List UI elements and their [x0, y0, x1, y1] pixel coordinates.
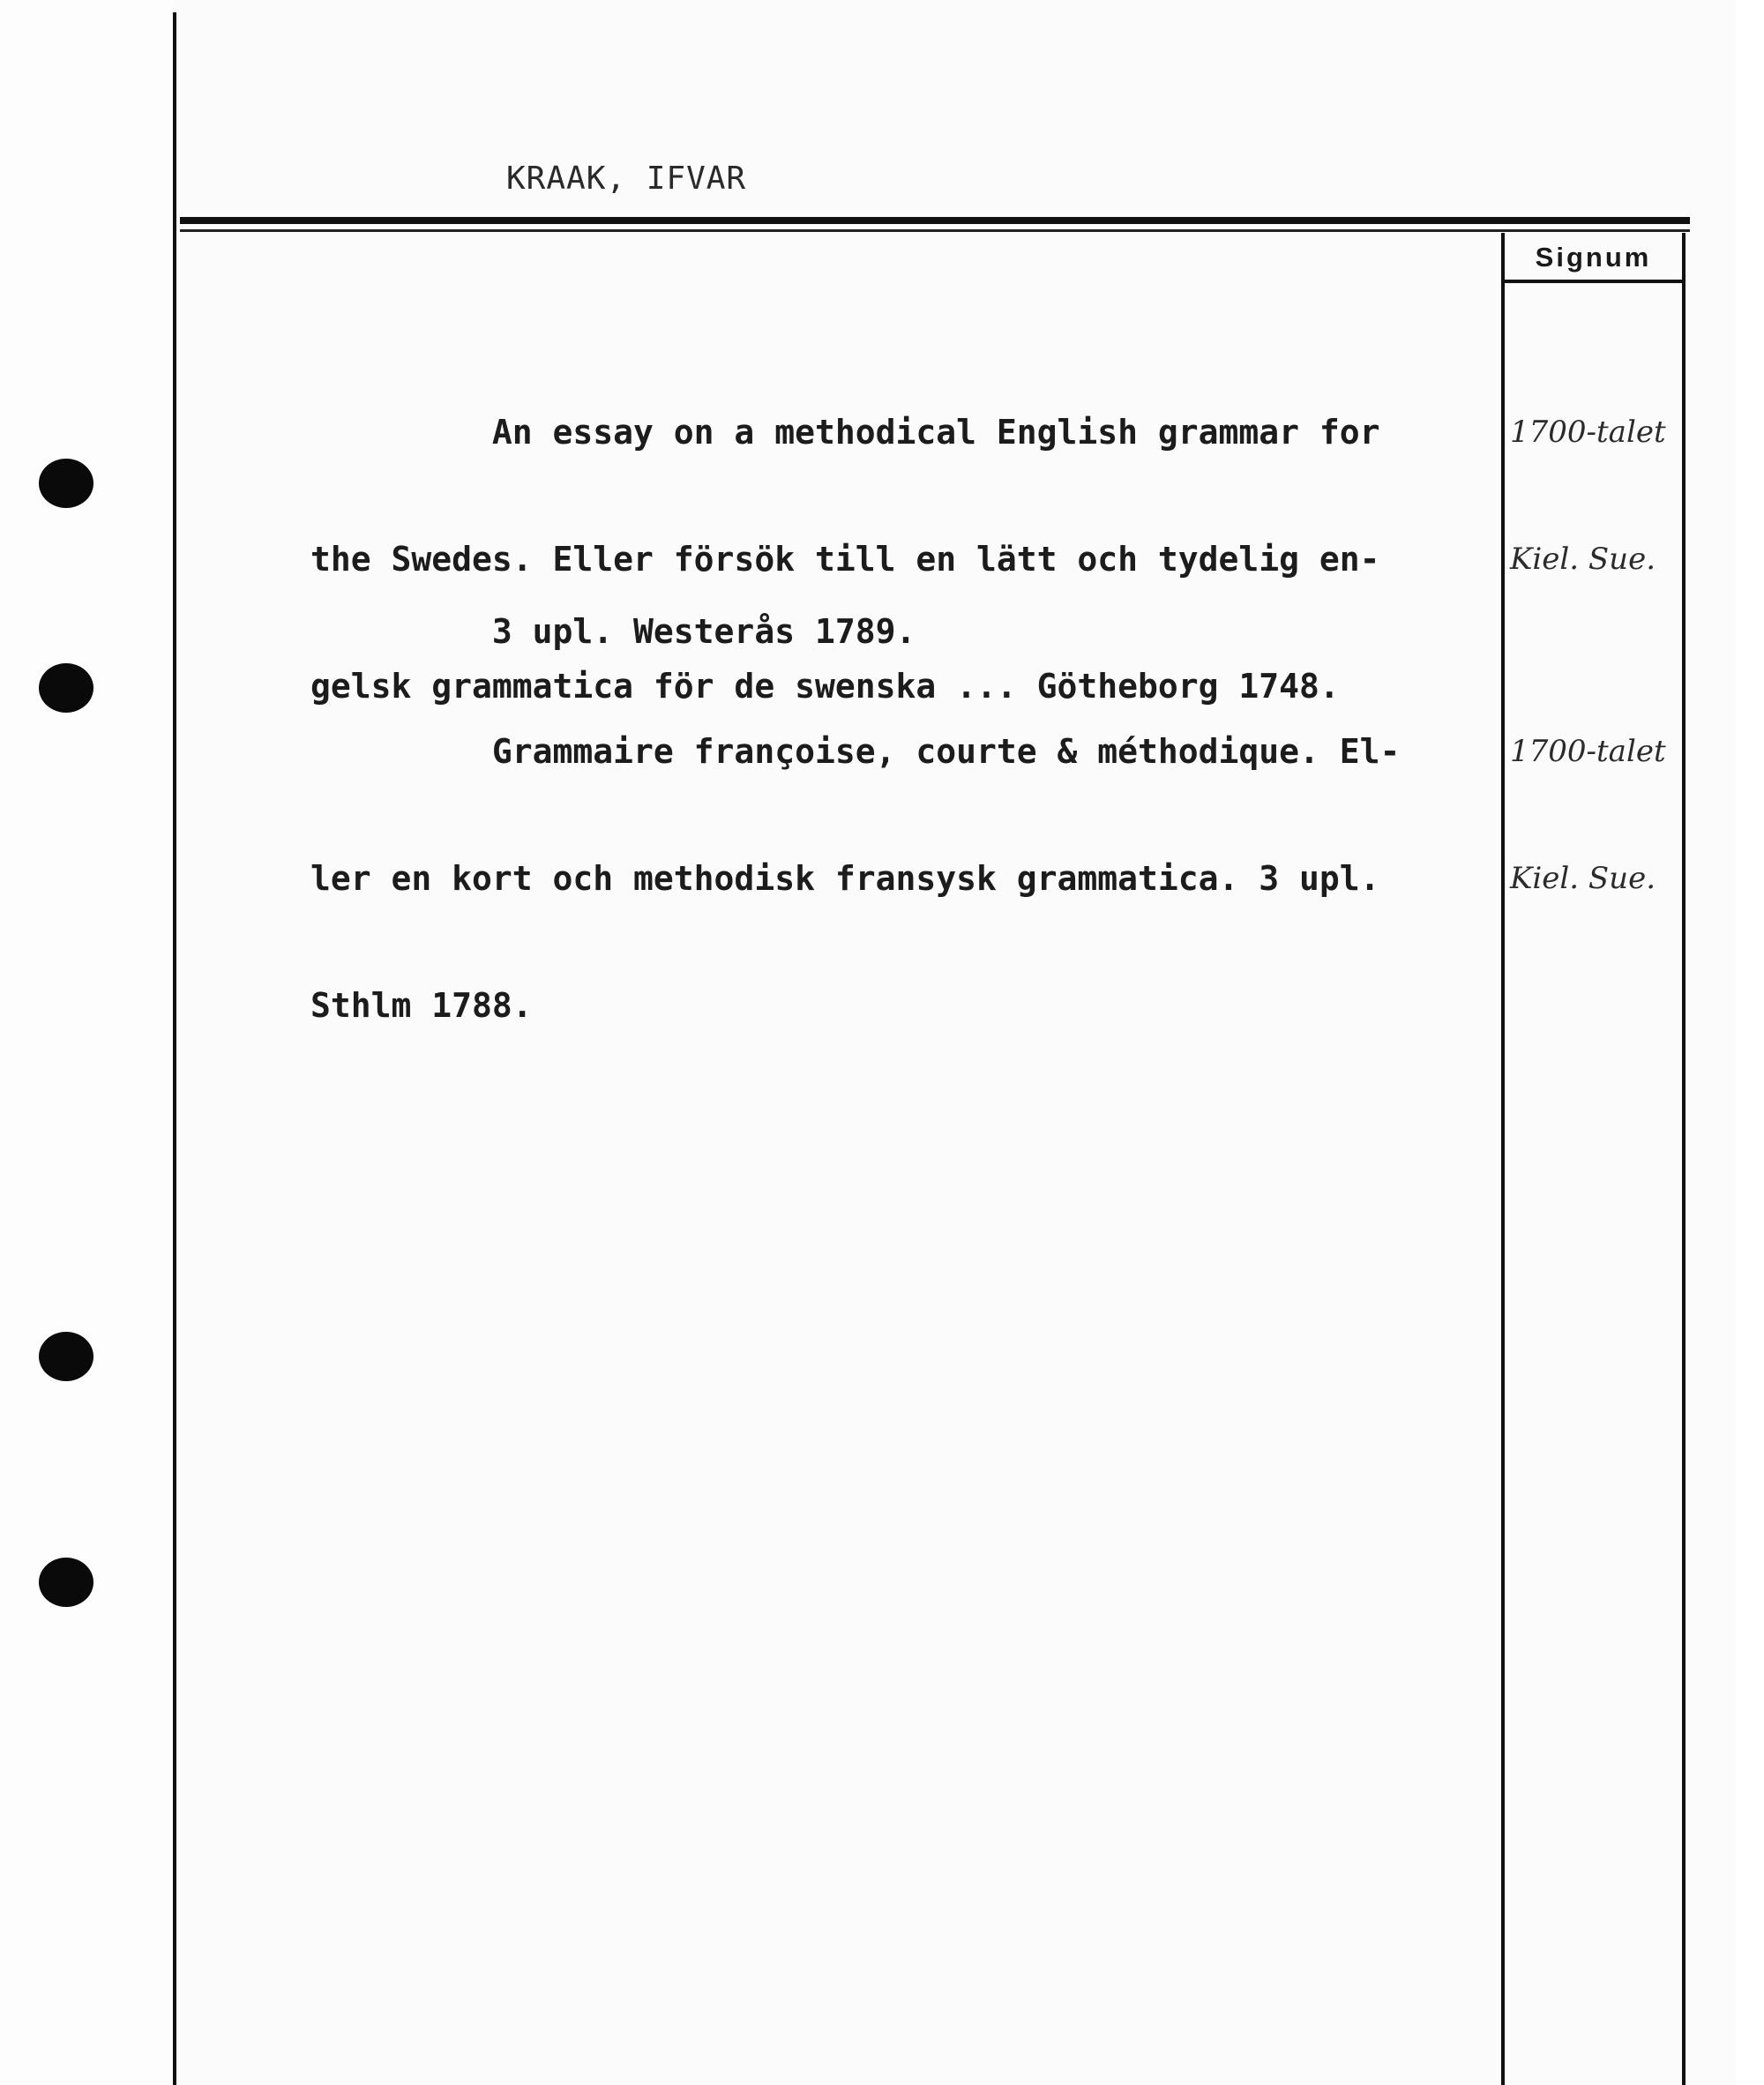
signum-note-line: Kiel. Sue. [1510, 542, 1656, 577]
header-rule [180, 217, 1690, 224]
card-margin [0, 0, 174, 2085]
card-heading: KRAAK, IFVAR [506, 161, 747, 197]
catalog-entry [310, 646, 1492, 1111]
entry-line: An essay on a methodical English grammar for [310, 413, 1380, 452]
signum-note-line: 1700-talet [1510, 734, 1666, 769]
signum-header-rule [1505, 280, 1682, 283]
signum-note-line: Kiel. Sue. [1510, 861, 1656, 896]
signum-note-line: 1700-talet [1510, 415, 1666, 450]
punch-hole [39, 459, 93, 508]
signum-column-border [1501, 233, 1505, 2085]
card-edge [1736, 0, 1764, 2085]
punch-hole [39, 663, 93, 713]
punch-hole [39, 1332, 93, 1381]
header-rule-thin [180, 229, 1690, 232]
entry-line: Sthlm 1788. [310, 986, 533, 1025]
entry-line: Grammaire françoise, courte & méthodique. El- [310, 732, 1401, 771]
signum-note [1510, 326, 1683, 665]
entry-line: the Swedes. Eller försök till en lätt och tydelig en- [310, 540, 1380, 579]
left-rule [173, 12, 176, 2085]
signum-header: Signum [1535, 242, 1652, 273]
entry-line: gelsk grammatica för de swenska ... Götheborg 1748. [310, 667, 1340, 706]
punch-hole [39, 1558, 93, 1607]
entry-line: ler en kort och methodisk fransysk grammatica. 3 upl. [310, 859, 1380, 898]
entry-line: 3 upl. Westerås 1789. [310, 612, 916, 651]
signum-note [1510, 646, 1683, 984]
